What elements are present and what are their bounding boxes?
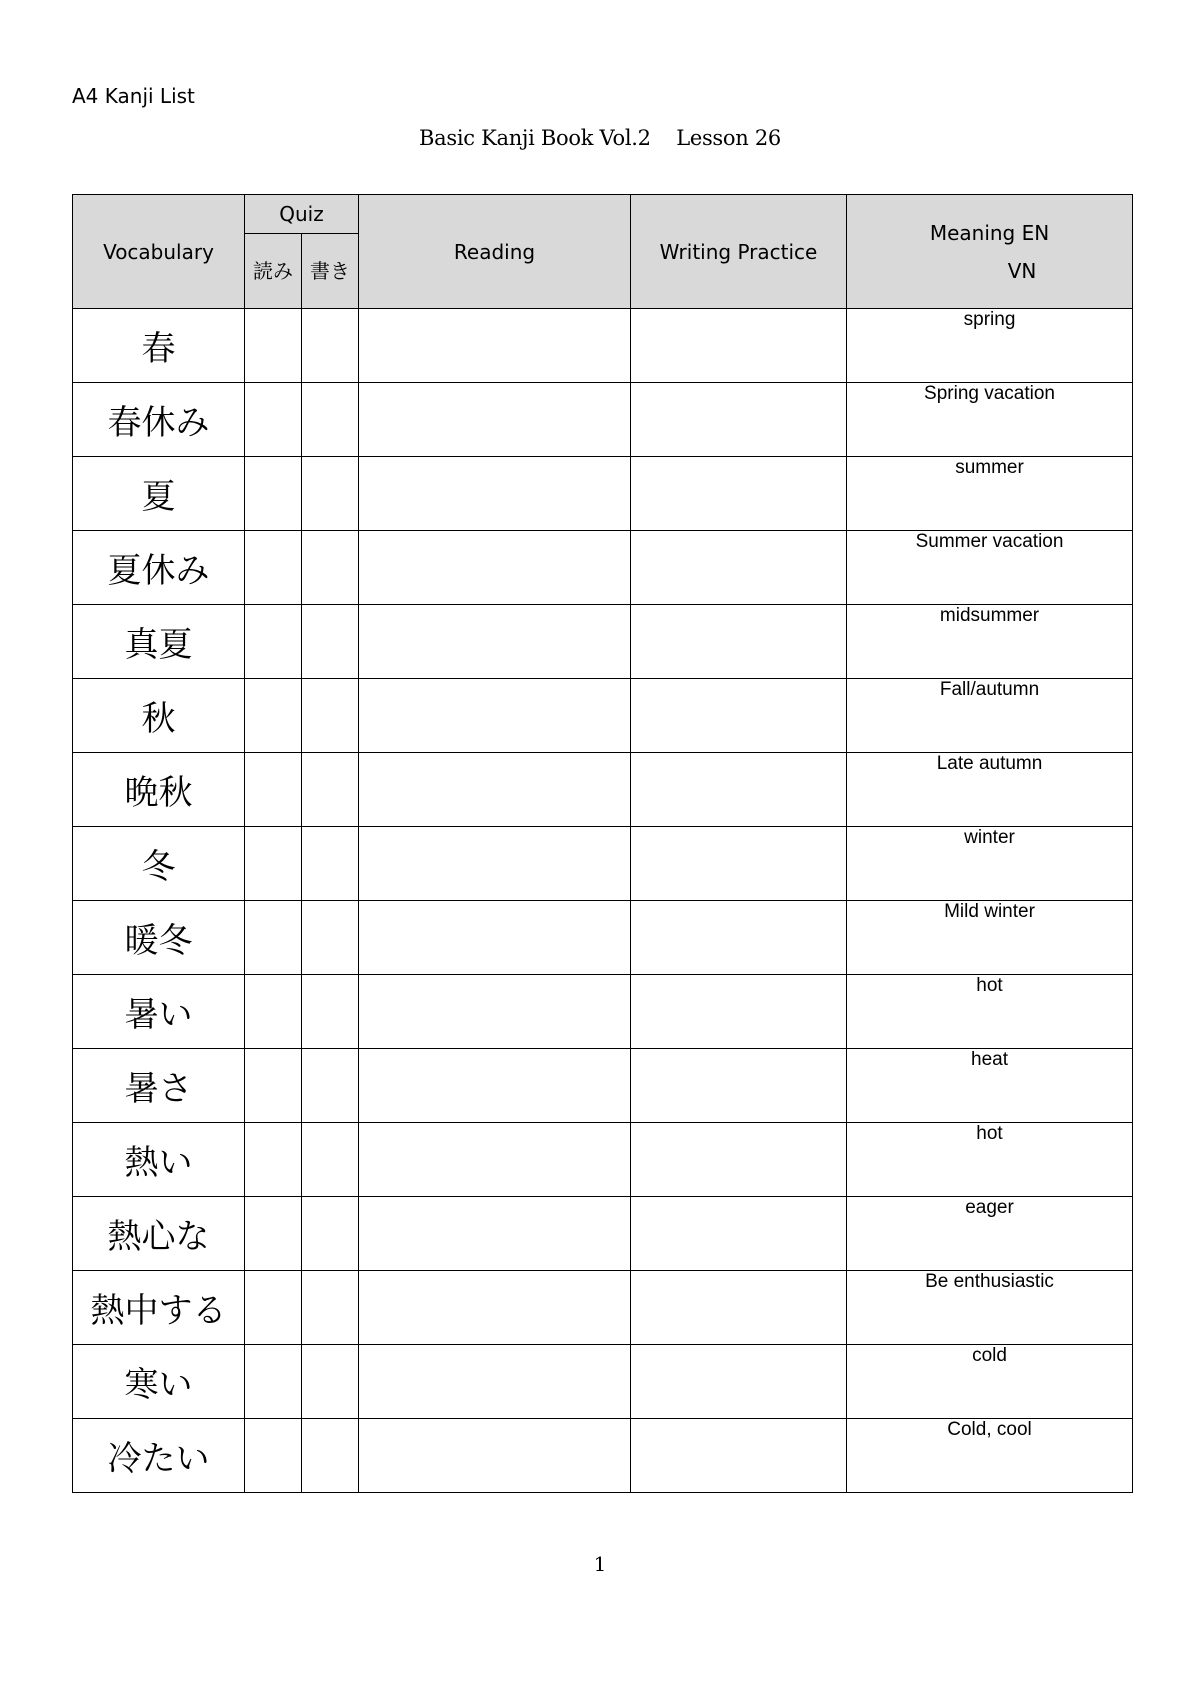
writing-practice-cell: [631, 1345, 847, 1419]
header-label: A4 Kanji List: [72, 84, 195, 108]
vocab-cell: 熱中する: [73, 1271, 245, 1345]
vocab-cell: 熱心な: [73, 1197, 245, 1271]
writing-practice-cell: [631, 901, 847, 975]
vocab-cell: 晩秋: [73, 753, 245, 827]
quiz-writing-cell: [302, 457, 359, 531]
header-writing-practice: Writing Practice: [631, 195, 847, 309]
table-row: [73, 1271, 1133, 1345]
reading-cell: [359, 1197, 631, 1271]
quiz-reading-cell: [245, 975, 302, 1049]
quiz-reading-cell: [245, 679, 302, 753]
reading-cell: [359, 1049, 631, 1123]
quiz-writing-cell: [302, 1345, 359, 1419]
table-row: [73, 975, 1133, 1049]
header-quiz-reading: 読み: [245, 234, 302, 309]
header-vocabulary: Vocabulary: [73, 195, 245, 309]
meaning-cell: midsummer: [847, 605, 1133, 679]
quiz-writing-cell: [302, 1271, 359, 1345]
reading-cell: [359, 1271, 631, 1345]
meaning-cell: cold: [847, 1345, 1133, 1419]
quiz-reading-cell: [245, 753, 302, 827]
writing-practice-cell: [631, 309, 847, 383]
reading-cell: [359, 383, 631, 457]
writing-practice-cell: [631, 457, 847, 531]
header-meaning-en: Meaning EN: [929, 220, 1050, 245]
title-book: Basic Kanji Book Vol.2: [419, 126, 651, 150]
meaning-cell: heat: [847, 1049, 1133, 1123]
header-meaning-vn: VN: [1007, 258, 1037, 283]
meaning-cell: Summer vacation: [847, 531, 1133, 605]
writing-practice-cell: [631, 1123, 847, 1197]
writing-practice-cell: [631, 975, 847, 1049]
reading-cell: [359, 827, 631, 901]
quiz-writing-cell: [302, 1197, 359, 1271]
vocab-cell: 暑い: [73, 975, 245, 1049]
writing-practice-cell: [631, 1197, 847, 1271]
meaning-cell: summer: [847, 457, 1133, 531]
reading-cell: [359, 605, 631, 679]
vocab-cell: 春休み: [73, 383, 245, 457]
quiz-writing-cell: [302, 383, 359, 457]
header-quiz-writing: 書き: [302, 234, 359, 309]
quiz-writing-cell: [302, 531, 359, 605]
table-row: [73, 457, 1133, 531]
vocab-cell: 熱い: [73, 1123, 245, 1197]
quiz-reading-cell: [245, 901, 302, 975]
quiz-writing-cell: [302, 1419, 359, 1493]
quiz-writing-cell: [302, 605, 359, 679]
writing-practice-cell: [631, 383, 847, 457]
vocab-cell: 夏休み: [73, 531, 245, 605]
vocab-cell: 夏: [73, 457, 245, 531]
writing-practice-cell: [631, 1049, 847, 1123]
quiz-writing-cell: [302, 827, 359, 901]
table-row: [73, 1419, 1133, 1493]
quiz-reading-cell: [245, 1419, 302, 1493]
quiz-reading-cell: [245, 457, 302, 531]
header-quiz: Quiz: [245, 195, 359, 234]
writing-practice-cell: [631, 1271, 847, 1345]
table-row: [73, 827, 1133, 901]
quiz-reading-cell: [245, 1049, 302, 1123]
meaning-cell: Late autumn: [847, 753, 1133, 827]
vocab-cell: 寒い: [73, 1345, 245, 1419]
quiz-reading-cell: [245, 309, 302, 383]
table-row: [73, 309, 1133, 383]
vocab-cell: 春: [73, 309, 245, 383]
meaning-cell: winter: [847, 827, 1133, 901]
table-row: [73, 1345, 1133, 1419]
table-row: [73, 383, 1133, 457]
vocabulary-table: [72, 194, 1133, 1493]
writing-practice-cell: [631, 1419, 847, 1493]
reading-cell: [359, 679, 631, 753]
page-number: 1: [593, 1552, 607, 1576]
writing-practice-cell: [631, 753, 847, 827]
quiz-writing-cell: [302, 309, 359, 383]
quiz-writing-cell: [302, 975, 359, 1049]
meaning-cell: Cold, cool: [847, 1419, 1133, 1493]
reading-cell: [359, 753, 631, 827]
meaning-cell: eager: [847, 1197, 1133, 1271]
reading-cell: [359, 531, 631, 605]
vocab-cell: 冷たい: [73, 1419, 245, 1493]
quiz-reading-cell: [245, 531, 302, 605]
quiz-reading-cell: [245, 1345, 302, 1419]
meaning-cell: Be enthusiastic: [847, 1271, 1133, 1345]
header-reading: Reading: [359, 195, 631, 309]
writing-practice-cell: [631, 531, 847, 605]
reading-cell: [359, 1345, 631, 1419]
quiz-writing-cell: [302, 753, 359, 827]
meaning-cell: Fall/autumn: [847, 679, 1133, 753]
reading-cell: [359, 309, 631, 383]
quiz-reading-cell: [245, 1271, 302, 1345]
table-row: [73, 1049, 1133, 1123]
vocab-cell: 冬: [73, 827, 245, 901]
reading-cell: [359, 975, 631, 1049]
meaning-cell: spring: [847, 309, 1133, 383]
table-row: [73, 605, 1133, 679]
reading-cell: [359, 457, 631, 531]
vocab-cell: 秋: [73, 679, 245, 753]
quiz-writing-cell: [302, 1123, 359, 1197]
title-lesson: Lesson 26: [676, 126, 781, 150]
writing-practice-cell: [631, 679, 847, 753]
table-row: [73, 679, 1133, 753]
reading-cell: [359, 901, 631, 975]
header-meaning: [847, 195, 1133, 309]
quiz-reading-cell: [245, 1123, 302, 1197]
quiz-reading-cell: [245, 827, 302, 901]
table-row: [73, 1123, 1133, 1197]
reading-cell: [359, 1123, 631, 1197]
quiz-writing-cell: [302, 901, 359, 975]
vocab-cell: 真夏: [73, 605, 245, 679]
table-row: [73, 1197, 1133, 1271]
quiz-reading-cell: [245, 1197, 302, 1271]
vocab-cell: 暑さ: [73, 1049, 245, 1123]
table-row: [73, 901, 1133, 975]
writing-practice-cell: [631, 827, 847, 901]
page-title: [0, 126, 1200, 150]
quiz-writing-cell: [302, 1049, 359, 1123]
meaning-cell: Mild winter: [847, 901, 1133, 975]
quiz-reading-cell: [245, 605, 302, 679]
quiz-reading-cell: [245, 383, 302, 457]
table-row: [73, 531, 1133, 605]
writing-practice-cell: [631, 605, 847, 679]
meaning-cell: hot: [847, 1123, 1133, 1197]
meaning-cell: hot: [847, 975, 1133, 1049]
vocab-cell: 暖冬: [73, 901, 245, 975]
quiz-writing-cell: [302, 679, 359, 753]
meaning-cell: Spring vacation: [847, 383, 1133, 457]
table-row: [73, 753, 1133, 827]
reading-cell: [359, 1419, 631, 1493]
